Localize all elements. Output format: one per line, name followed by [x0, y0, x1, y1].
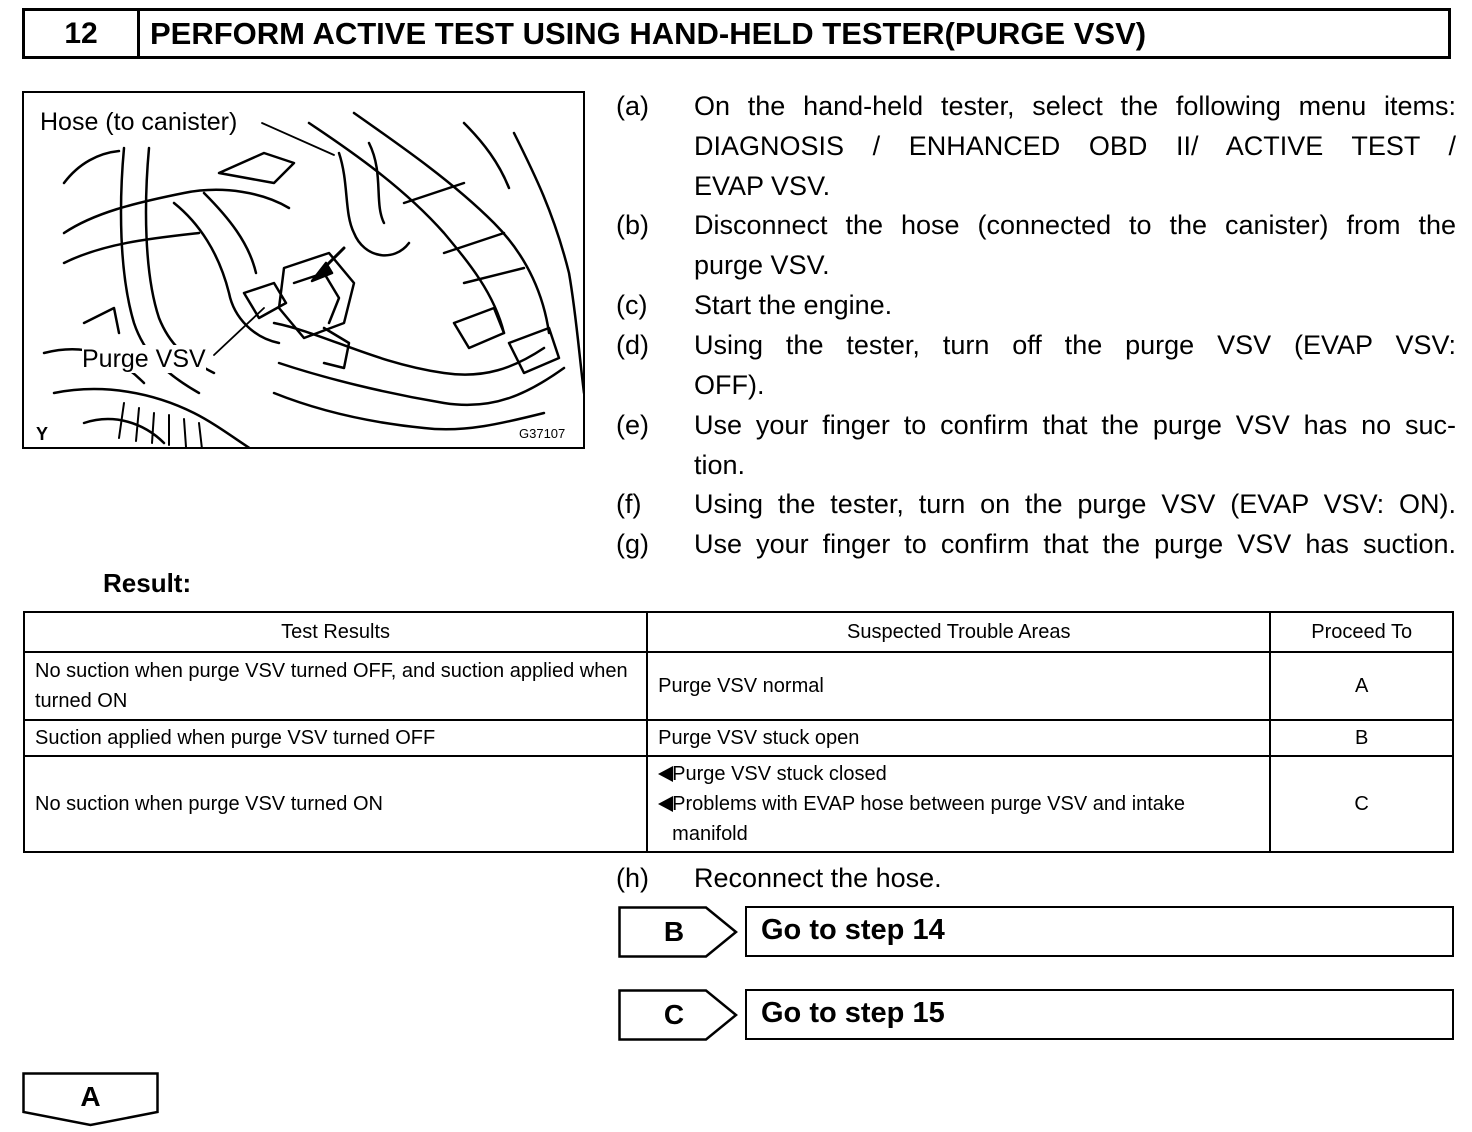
tag-c[interactable]: [618, 989, 740, 1041]
step-title: PERFORM ACTIVE TEST USING HAND-HELD TESTER(PURGE VSV): [150, 16, 1147, 51]
column-header: Test Results: [24, 612, 647, 652]
figure-code: G37107: [519, 426, 566, 441]
step-g: [616, 524, 1456, 564]
column-header: Suspected Trouble Areas: [647, 612, 1270, 652]
step-letter: (h): [616, 863, 649, 893]
step-c: [616, 285, 1456, 325]
test-result-cell: Suction applied when purge VSV turned OFF: [24, 720, 647, 756]
step-letter: (b): [616, 210, 649, 240]
step-text-line: Disconnect the hose (connected to the canister) from the: [694, 210, 1456, 240]
step-letter: (a): [616, 91, 649, 121]
step-letter: (f): [616, 489, 642, 519]
step-text-line: OFF).: [694, 370, 765, 400]
bullet-text: Purge VSV stuck closed: [672, 763, 887, 785]
step-text-line: DIAGNOSIS / ENHANCED OBD II/ ACTIVE TEST /: [694, 131, 1456, 161]
bullet-triangle-icon: [658, 796, 673, 812]
tag-b[interactable]: [618, 906, 740, 958]
table-header-row: [24, 612, 1453, 652]
step-letter: (d): [616, 330, 649, 360]
table-row: [24, 756, 1453, 852]
test-result-cell: No suction when purge VSV turned OFF, and suction applied when turned ON: [24, 652, 647, 720]
step-number: 12: [25, 11, 140, 56]
proceed-cell: A: [1270, 652, 1453, 720]
step-f: [616, 484, 1456, 524]
step-text-line: On the hand-held tester, select the following menu items:: [694, 91, 1456, 121]
step-text-line: Using the tester, turn off the purge VSV (EVAP VSV:: [694, 330, 1456, 360]
goto-step-14-box[interactable]: Go to step 14: [745, 906, 1454, 957]
proceed-tag-a[interactable]: [22, 1072, 159, 1128]
figure-mark: Y: [36, 424, 49, 444]
step-header: [22, 8, 1451, 59]
step-text-line: Using the tester, turn on the purge VSV (EVAP VSV: ON).: [694, 489, 1456, 519]
goto-step-15-box[interactable]: Go to step 15: [745, 989, 1454, 1040]
step-text-line: Start the engine.: [694, 290, 893, 320]
step-text-line: purge VSV.: [694, 250, 830, 280]
result-heading: Result:: [103, 568, 192, 598]
test-result-cell: No suction when purge VSV turned ON: [24, 756, 647, 852]
step-letter: (c): [616, 290, 648, 320]
bullet-text: Problems with EVAP hose between purge VSV and intake manifold: [672, 793, 1186, 845]
step-b: [616, 205, 1456, 285]
trouble-area-cell: [647, 756, 1270, 852]
tag-label: C: [663, 999, 685, 1030]
trouble-area-cell: Purge VSV normal: [647, 652, 1270, 720]
step-text-line: Reconnect the hose.: [694, 863, 942, 893]
step-letter: (g): [616, 529, 649, 559]
proceed-cell: C: [1270, 756, 1453, 852]
table-row: [24, 652, 1453, 720]
trouble-area-cell: Purge VSV stuck open: [647, 720, 1270, 756]
column-header: Proceed To: [1270, 612, 1453, 652]
bullet-triangle-icon: [658, 766, 673, 782]
purge-vsv-illustration: [22, 91, 585, 449]
step-a: [616, 86, 1456, 206]
table-row: [24, 720, 1453, 756]
hose-label: Hose (to canister): [40, 108, 238, 136]
step-e: [616, 405, 1456, 485]
engine-drawing: [24, 93, 585, 449]
step-text-line: EVAP VSV.: [694, 171, 831, 201]
step-letter: (e): [616, 410, 649, 440]
proceed-cell: B: [1270, 720, 1453, 756]
purge-vsv-label: Purge VSV: [82, 345, 206, 373]
tag-label: A: [80, 1081, 101, 1112]
step-h: [616, 858, 1456, 898]
step-text-line: Use your finger to confirm that the purge VSV has no suc-: [694, 410, 1456, 440]
step-text-line: Use your finger to confirm that the purge VSV has suction.: [694, 529, 1456, 559]
step-d: [616, 325, 1456, 405]
step-text-line: tion.: [694, 450, 746, 480]
tag-label: B: [663, 916, 685, 947]
result-table: [23, 611, 1454, 853]
